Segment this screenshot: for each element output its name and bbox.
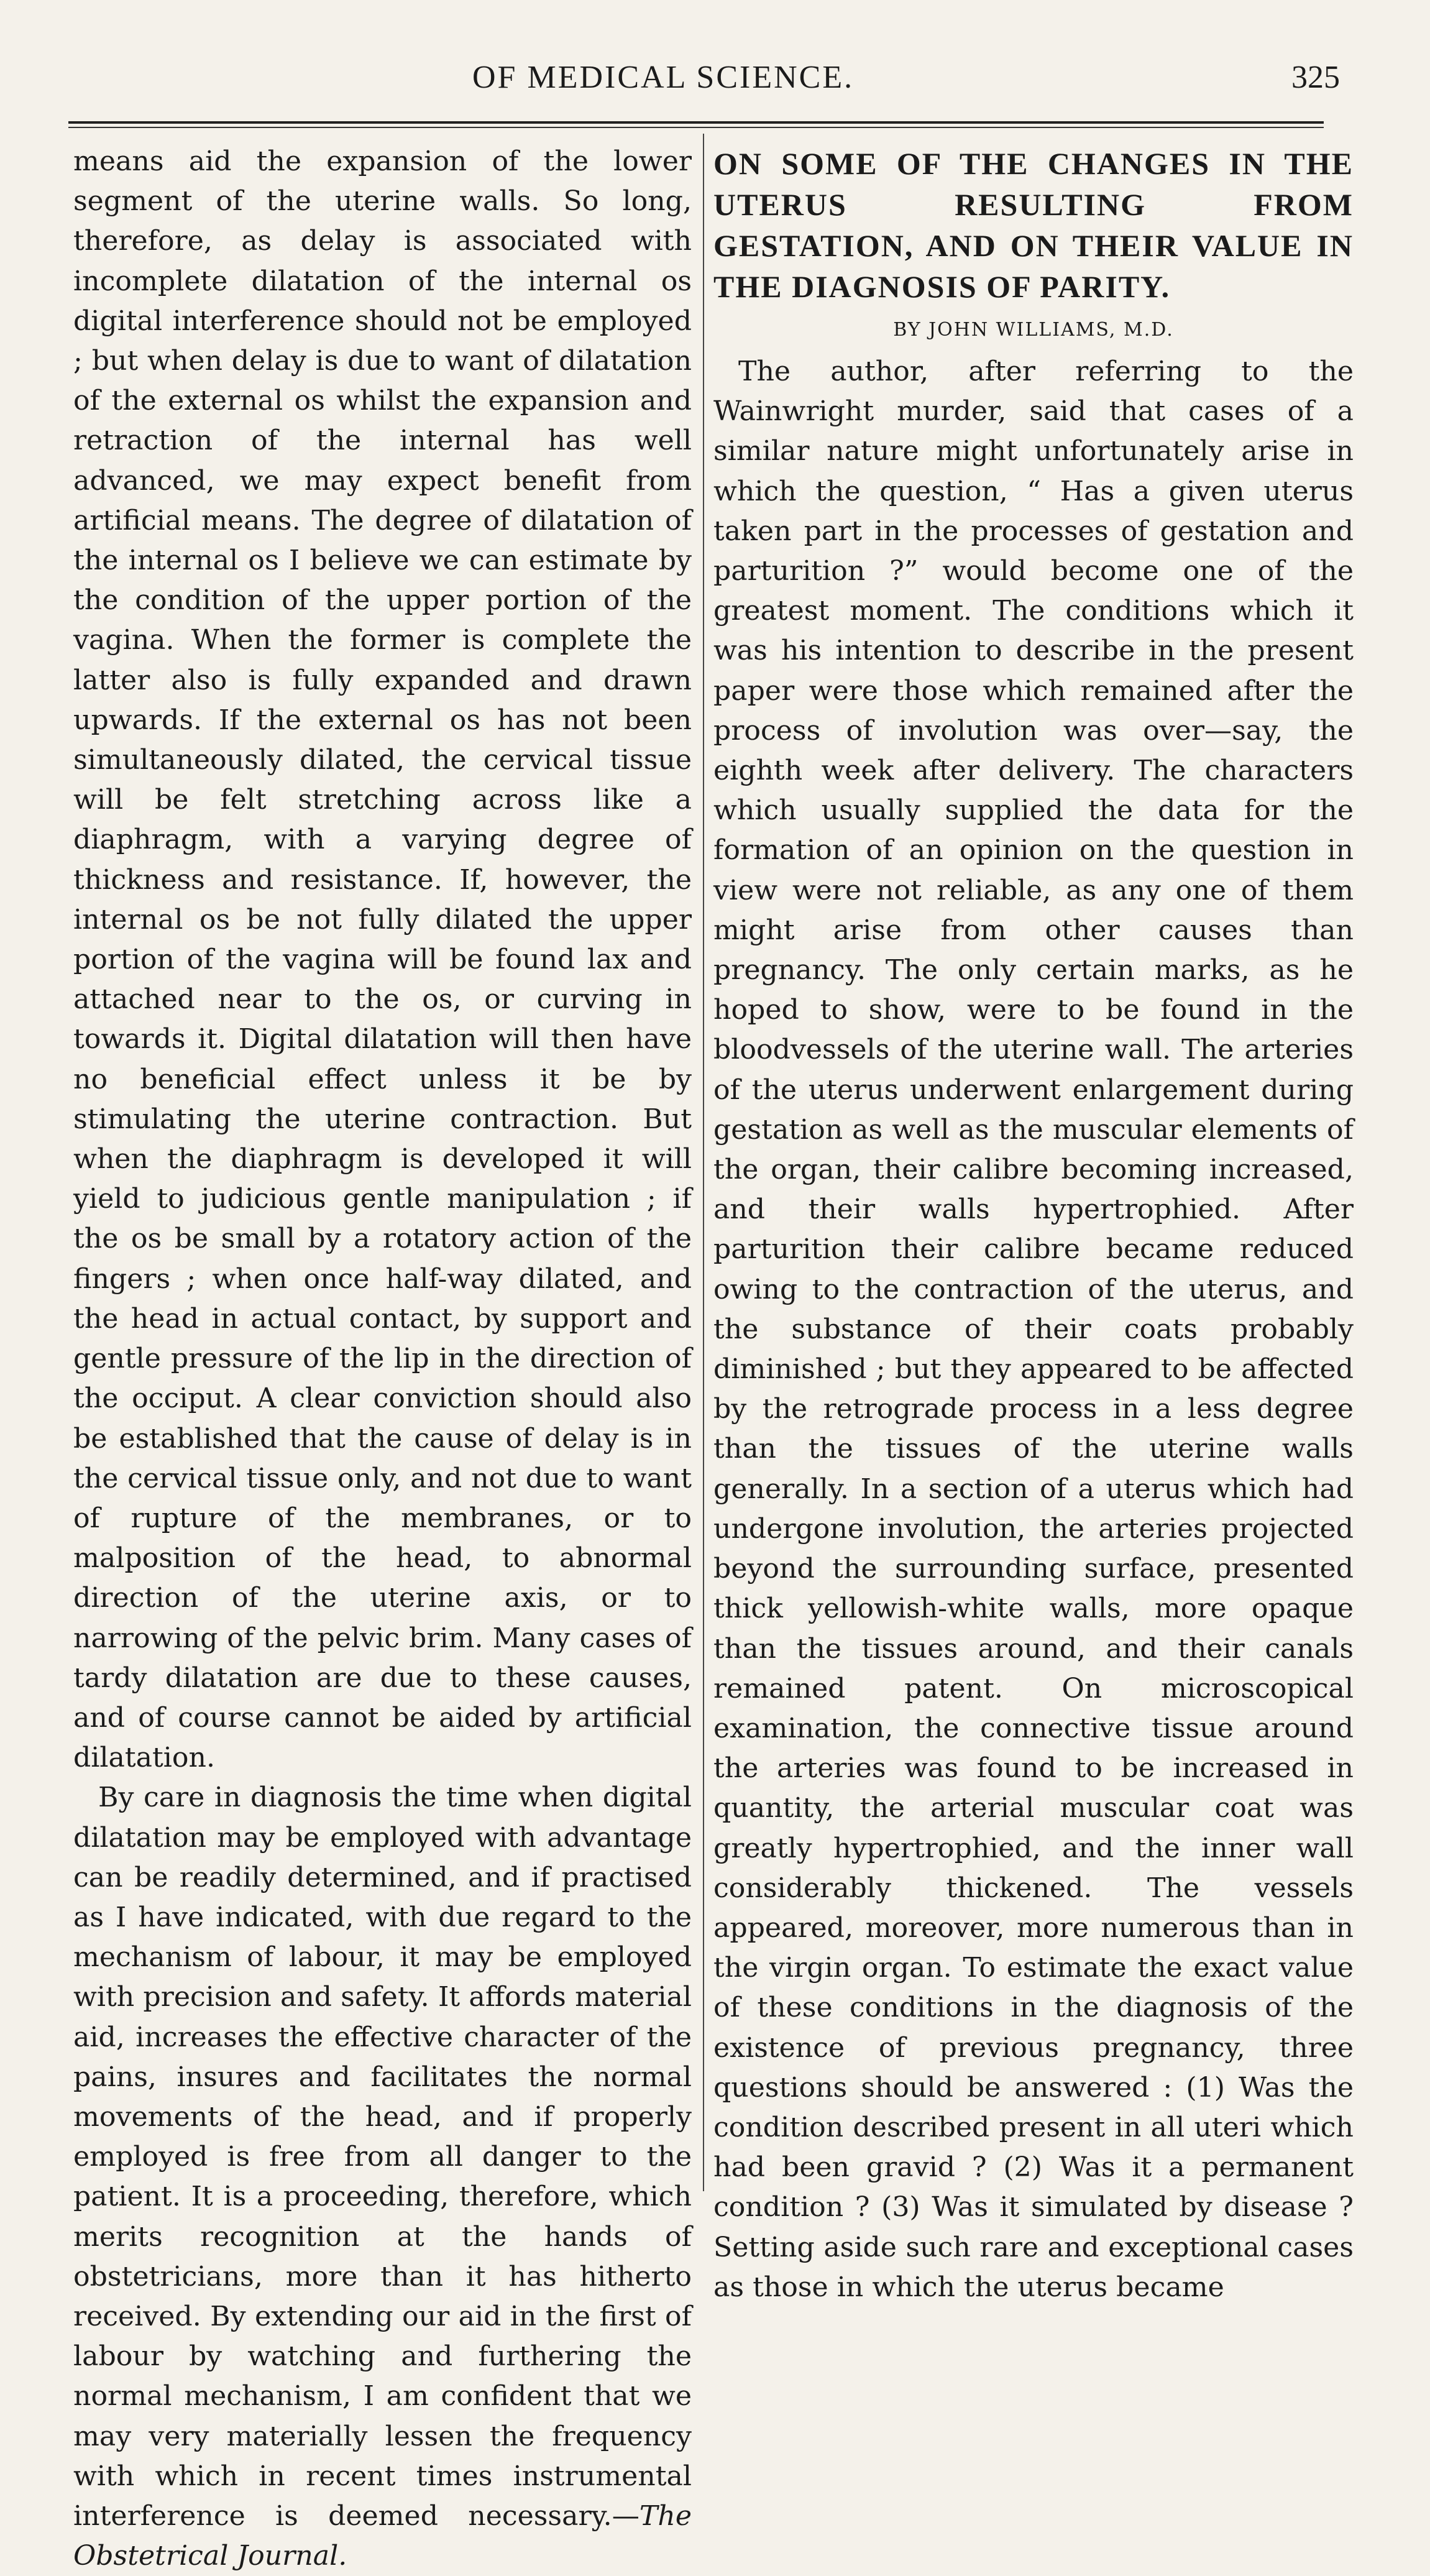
page-number: 325 [1291, 60, 1340, 95]
header-rule-thin [68, 127, 1324, 128]
column-divider [703, 134, 704, 2191]
running-title: OF MEDICAL SCIENCE. [472, 60, 855, 95]
source-citation: The Obstetrical Journal. [73, 2500, 692, 2572]
article-title: ON SOME OF THE CHANGES IN THE UTERUS RESULTING FROM GESTATION, AND ON THEIR VALUE IN THE DIAGNOSIS OF PARITY. [713, 146, 1354, 304]
running-head [0, 59, 1430, 109]
right-column [713, 142, 1354, 2307]
right-paragraph-1: The author, after referring to the Wainwright murder, said that cases of a similar nature might unfortunately arise in which the question, “ Has a given uterus taken part in the processes of gestation and parturition ?” would become one of the greatest moment. The conditions which it was his intention to describe in the present paper were those which remained after the process of involution was over—say, the eighth week after delivery. The characters which usually supplied the data for the formation of an opinion on the question in view were not reliable, as any one of them might arise from other causes than pregnancy. The only certain marks, as he hoped to show, were to be found in the bloodvessels of the uterine wall. The arteries of the uterus underwent enlargement during gestation as well as the muscular elements of the organ, their calibre becoming increased, and their walls hypertrophied. After parturition their calibre became reduced owing to the contraction of the uterus, and the substance of their coats probably diminished ; but they appeared to be affected by the retrograde process in a less degree than the tissues of the uterine walls generally. In a section of a uterus which had undergone involution, the arteries projected beyond the surrounding surface, presented thick yellowish-white walls, more opaque than the tissues around, and their canals remained patent. On microscopical examination, the connective tissue around the arteries was found to be increased in quantity, the arterial muscular coat was greatly hypertrophied, and the inner wall considerably thickened. The vessels appeared, moreover, more numerous than in the virgin organ. To estimate the exact value of these conditions in the diagnosis of the existence of previous pregnancy, three questions should be answered : (1) Was the condition described present in all uteri which had been gravid ? (2) Was it a permanent condition ? (3) Was it simulated by disease ? Setting aside such rare and exceptional cases as those in which the uterus became [713, 356, 1354, 2303]
left-column [73, 142, 692, 2576]
left-paragraph-2 [73, 1778, 692, 2576]
left-paragraph-2-text: By care in diagnosis the time when digital dilatation may be employed with advantage can be readily determined, and if practised as I have indicated, with due regard to the mechanism of labour, it may be employed with precision and safety. It affords material aid, increases the effective character of the pains, insures and facilitates the normal movements of the head, and if properly employed is free from all danger to the patient. It is a proceeding, therefore, which merits recognition at the hands of obstetricians, more than it has hitherto received. By extending our aid in the first of labour by watching and furthering the normal mechanism, I am confident that we may very materially lessen the frequency with which in recent times instrumental interference is deemed necessary.— [73, 1782, 692, 2532]
header-rule [68, 121, 1324, 124]
author-byline: BY JOHN WILLIAMS, M.D. [893, 319, 1174, 341]
left-paragraph-1: means aid the expansion of the lower segment of the uterine walls. So long, therefore, as delay is associated with incomplete dilatation of the internal os digital interference should not be employed ; but when delay is due to want of dilatation of the external os whilst the expansion and retraction of the internal has well advanced, we may expect benefit from artificial means. The degree of dilatation of the internal os I believe we can estimate by the condition of the upper portion of the vagina. When the former is complete the latter also is fully expanded and drawn upwards. If the external os has not been simultaneously dilated, the cervical tissue will be felt stretching across like a diaphragm, with a varying degree of thickness and resistance. If, however, the internal os be not fully dilated the upper portion of the vagina will be found lax and attached near to the os, or curving in towards it. Digital dilatation will then have no beneficial effect unless it be by stimulating the uterine contraction. But when the diaphragm is developed it will yield to judicious gentle manipulation ; if the os be small by a rotatory action of the fingers ; when once half-way dilated, and the head in actual contact, by support and gentle pressure of the lip in the direction of the occiput. A clear conviction should also be established that the cause of delay is in the cervical tissue only, and not due to want of rupture of the membranes, or to malposition of the head, to abnormal direction of the uterine axis, or to narrowing of the pelvic brim. Many cases of tardy dilatation are due to these causes, and of course cannot be aided by artificial dilatation. [73, 145, 692, 1774]
